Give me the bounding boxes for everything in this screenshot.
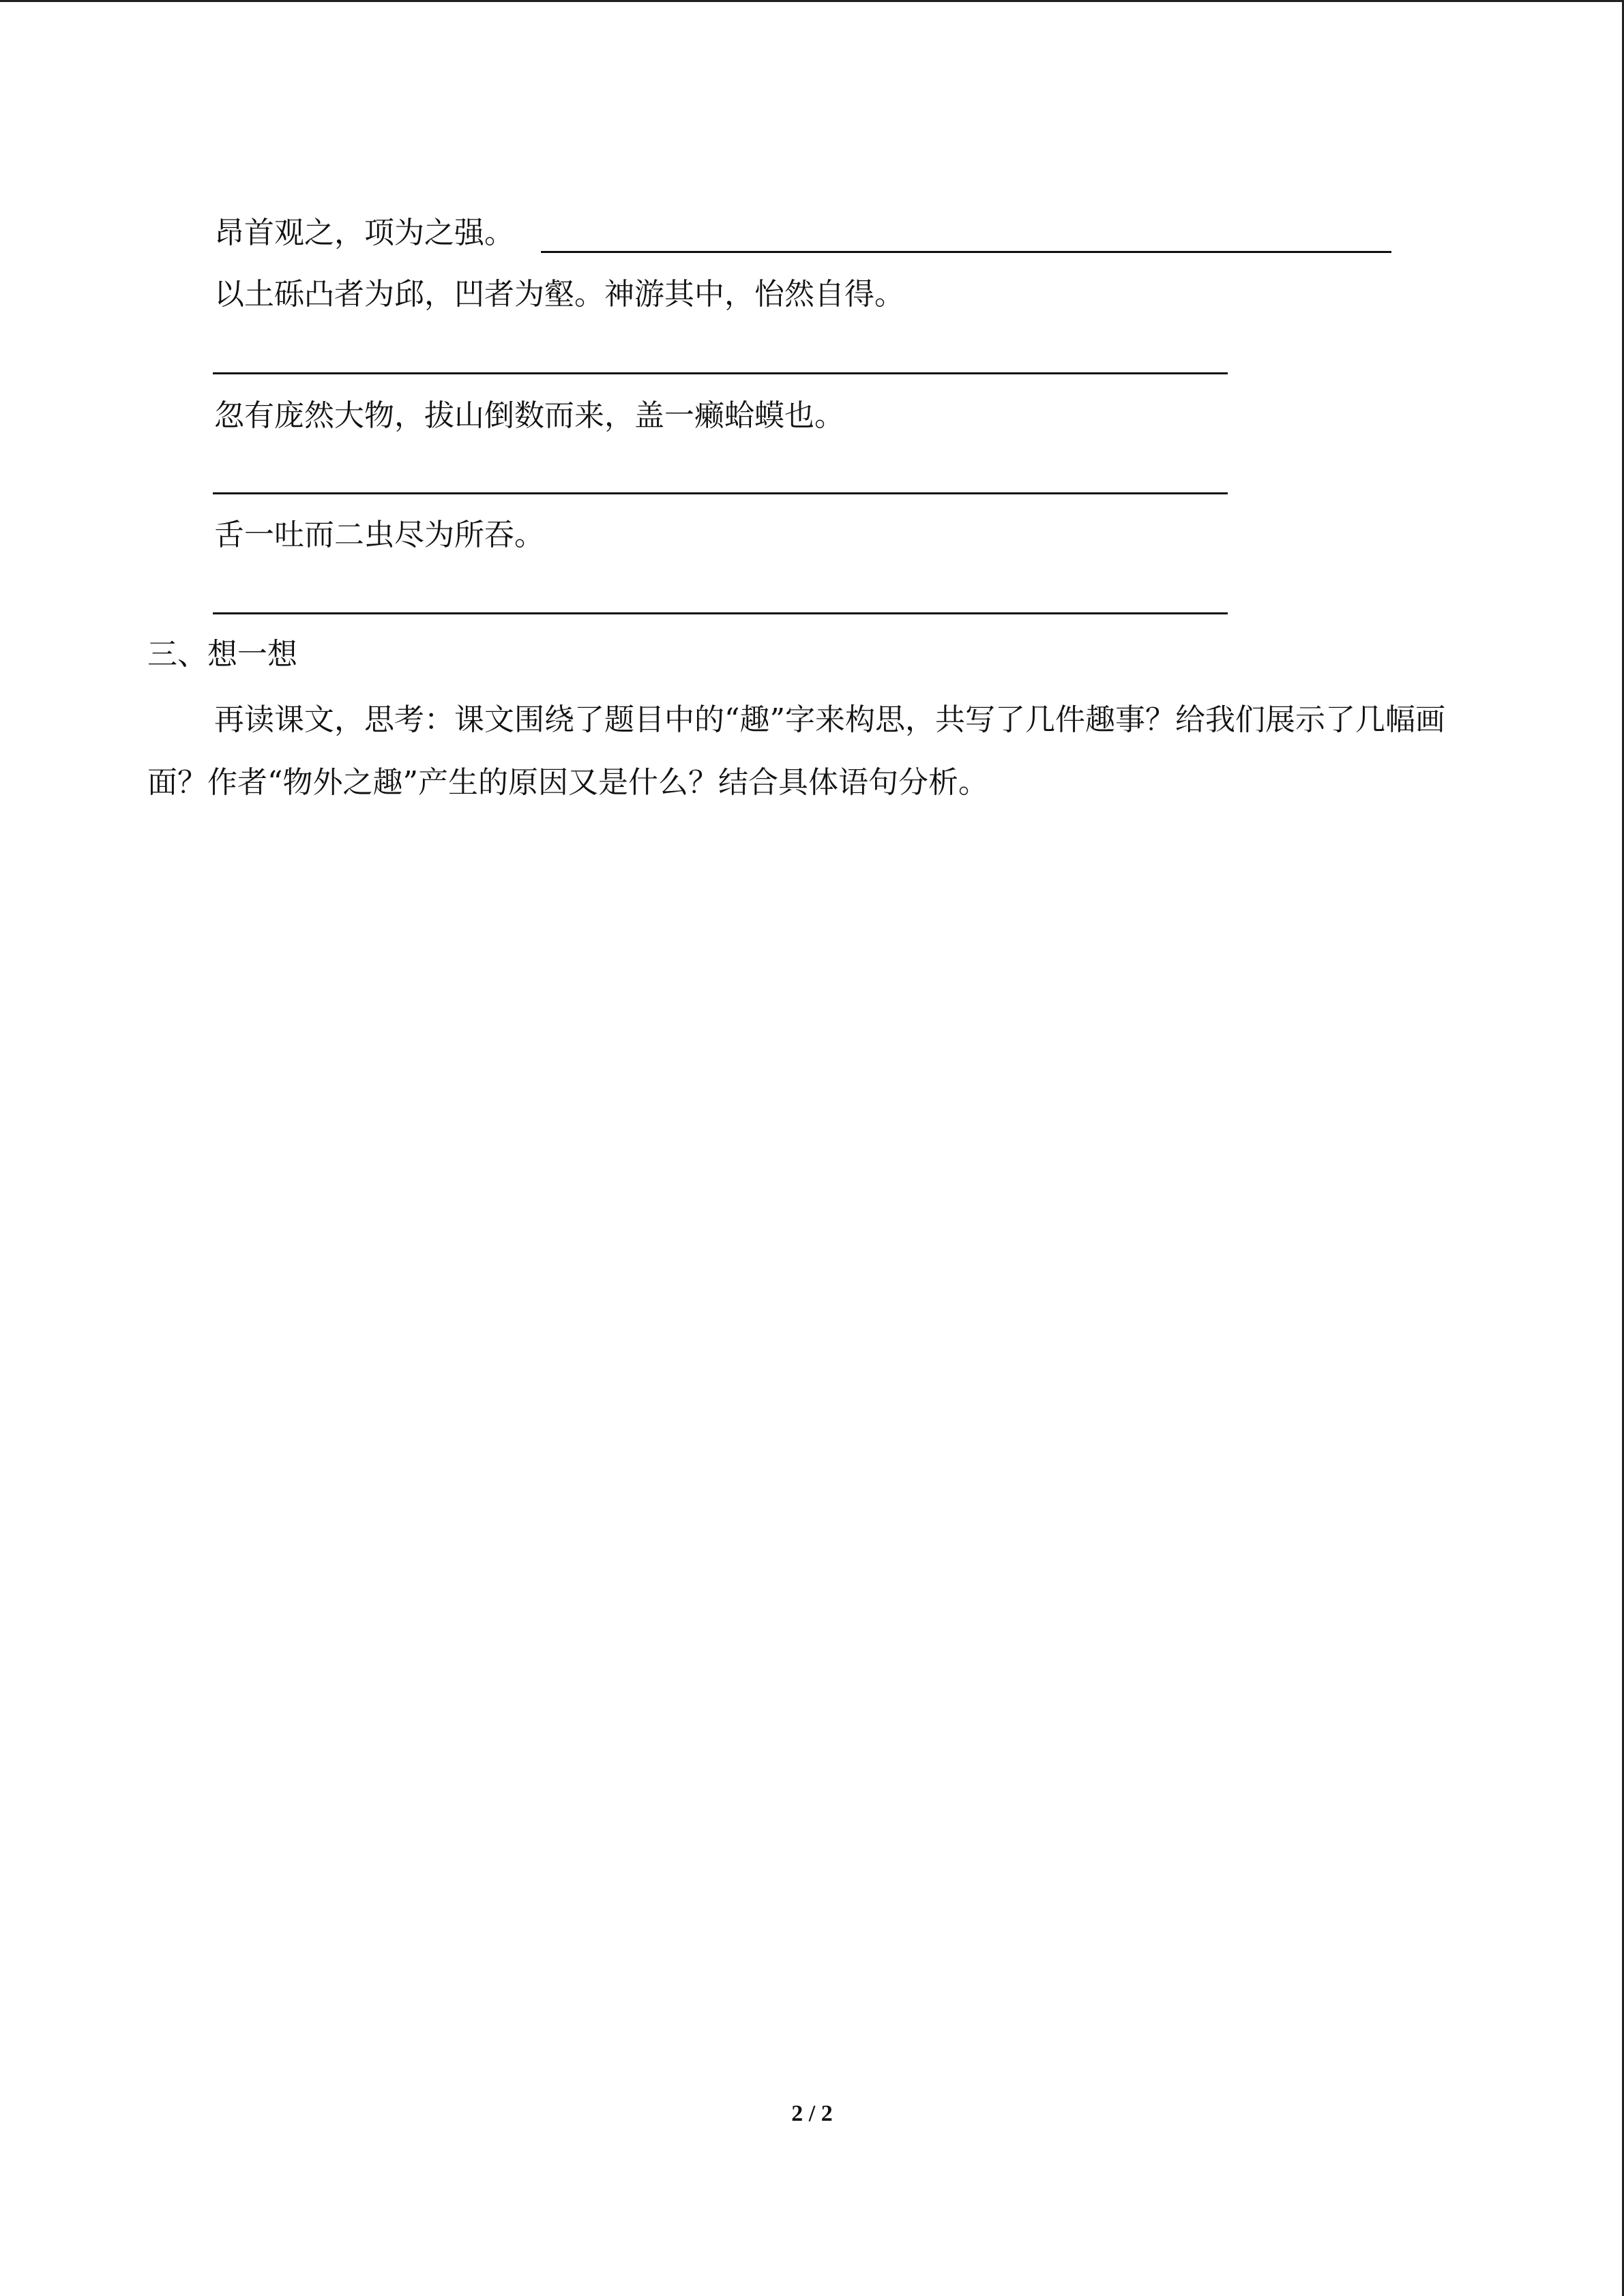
exercise-item-2-answer-line[interactable] — [213, 372, 1228, 374]
exercise-item-4-answer-line[interactable] — [213, 612, 1228, 614]
exercise-item-3-prompt: 忽有庞然大物，拔山倒数而来，盖一癞蛤蟆也。 — [214, 398, 844, 433]
page-number: 2 / 2 — [791, 2101, 833, 2126]
exercise-item-1-answer-line[interactable] — [541, 251, 1391, 253]
exercise-item-3-answer-line[interactable] — [213, 492, 1228, 494]
exercise-item-4-prompt: 舌一吐而二虫尽为所吞。 — [214, 518, 544, 552]
exercise-item-2-prompt: 以土砾凸者为邱，凹者为壑。神游其中，怡然自得。 — [214, 277, 904, 312]
question-paragraph: 再读课文，思考：课文围绕了题目中的“趣”字来构思，共写了几件趣事？给我们展示了几幅画面？作者“物外之趣”产生的原因又是什么？结合具体语句分析。 — [147, 702, 1445, 800]
section-heading: 三、想一想 — [147, 637, 297, 672]
exercise-item-1-prompt: 昂首观之，项为之强。 — [214, 215, 514, 250]
